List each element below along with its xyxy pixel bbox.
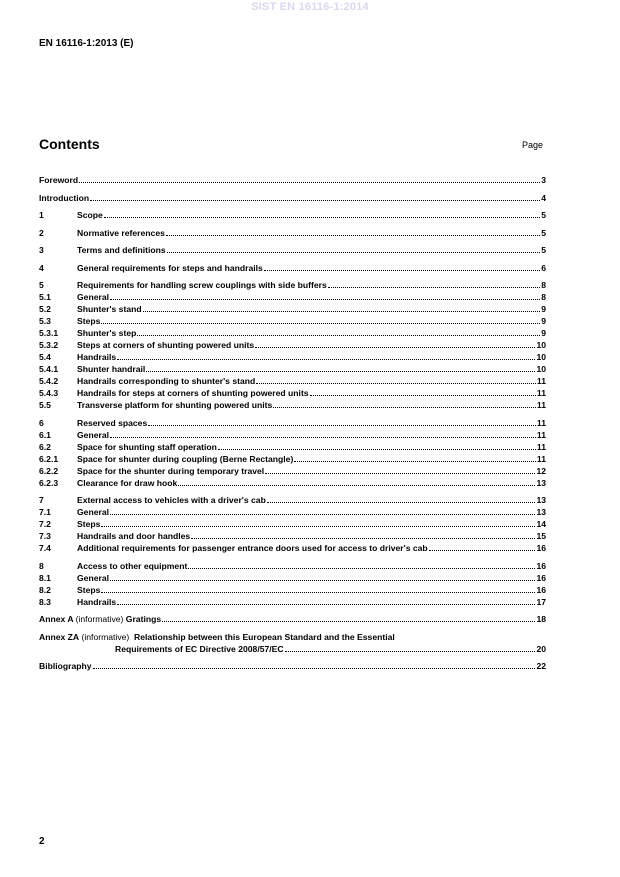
dot-leader	[167, 251, 541, 253]
toc-entry[interactable]	[39, 374, 546, 386]
toc-entry-number: 1	[39, 210, 44, 220]
toc-entry-title: External access to vehicles with a driver's cab	[77, 495, 266, 505]
toc-entry[interactable]	[39, 261, 546, 273]
toc-entry[interactable]	[39, 440, 546, 452]
annex-title: Gratings	[125, 614, 162, 624]
annex-qualifier: (informative)	[81, 631, 130, 642]
toc-entry[interactable]	[39, 302, 546, 314]
toc-entry-page: 9	[541, 316, 546, 326]
toc-entry-number: 5.4.3	[39, 388, 59, 398]
toc-entry-page: 5	[541, 227, 546, 238]
dot-leader	[146, 370, 535, 372]
toc-entry-page: 11	[536, 376, 546, 386]
toc-entry-title: Reserved spaces	[77, 417, 148, 428]
toc-entry-page: 16	[536, 543, 546, 553]
toc-entry-number: 6.2.2	[39, 465, 59, 476]
page-column-label: Page	[522, 140, 544, 150]
dot-leader	[218, 448, 536, 450]
toc-entry-title: General	[77, 429, 110, 440]
toc-entry-annex-a[interactable]	[39, 612, 546, 624]
toc-entry-page: 13	[536, 507, 546, 517]
toc-entry-number: 8.2	[39, 584, 51, 595]
toc-entry-page: 8	[541, 292, 546, 302]
toc-entry-number: 6.2.3	[39, 477, 59, 488]
annex-prefix: Annex A	[39, 614, 74, 624]
toc-entry-title	[39, 614, 161, 624]
toc-entry[interactable]	[39, 208, 546, 220]
toc-entry-page: 16	[536, 560, 546, 571]
dot-leader	[188, 567, 535, 569]
toc-entry-title: Space for shunting staff operation	[77, 441, 217, 452]
toc-entry-number: 8.3	[39, 596, 51, 607]
toc-entry-number: 5.4.1	[39, 364, 59, 374]
footer-page-number: 2	[39, 836, 45, 847]
toc-entry[interactable]	[39, 529, 546, 541]
toc-entry-number: 5.3.2	[39, 340, 59, 350]
dot-leader	[256, 382, 536, 384]
toc-entry-number: 3	[39, 245, 44, 255]
toc-entry[interactable]	[39, 191, 546, 203]
dot-leader	[310, 394, 536, 396]
toc-entry-page: 20	[536, 643, 546, 654]
toc-entry-page: 13	[536, 495, 546, 505]
toc-entry-title: Handrails for steps at corners of shunting powered units	[77, 388, 309, 398]
toc-entry-number: 5.3.1	[39, 328, 59, 338]
toc-entry-page: 15	[536, 531, 546, 541]
toc-entry[interactable]	[39, 476, 546, 488]
toc-entry-title: Space for the shunter during temporary travel	[77, 465, 265, 476]
toc-entry-title: Introduction	[39, 192, 90, 203]
toc-entry-page: 11	[536, 429, 546, 440]
toc-entry-page: 5	[541, 245, 546, 255]
toc-entry-title: Shunter's stand	[77, 304, 142, 314]
toc-entry[interactable]	[39, 571, 546, 583]
toc-entry-number: 7.1	[39, 507, 51, 517]
toc-entry-title: Access to other equipment	[77, 560, 188, 571]
toc-entry[interactable]	[39, 595, 546, 607]
toc-entry[interactable]	[39, 493, 546, 505]
toc-entry-page: 17	[536, 596, 546, 607]
dot-leader	[178, 484, 535, 486]
annex-title-line2: Requirements of EC Directive 2008/57/EC	[115, 643, 284, 654]
toc-entry[interactable]	[39, 505, 546, 517]
toc-entry-page: 9	[541, 304, 546, 314]
toc-entry-page: 11	[536, 417, 546, 428]
toc-entry-page: 3	[541, 175, 546, 185]
toc-entry-title: Handrails and door handles	[77, 531, 191, 541]
dot-leader	[191, 537, 535, 539]
contents-title: Contents	[39, 136, 100, 152]
toc-entry-title: Steps	[77, 519, 101, 529]
toc-entry-page: 4	[541, 192, 546, 203]
toc-entry-page: 10	[536, 352, 546, 362]
toc-entry-title: General	[77, 572, 110, 583]
toc-entry-page: 11	[536, 388, 546, 398]
toc-entry-page: 10	[536, 364, 546, 374]
dot-leader	[265, 472, 535, 474]
dot-leader	[79, 181, 540, 183]
toc-entry-number: 5.2	[39, 304, 51, 314]
toc-entry-page: 18	[536, 614, 546, 624]
toc-entry[interactable]	[39, 338, 546, 350]
toc-entry-annex-za-line1[interactable]	[39, 630, 546, 642]
dot-leader	[264, 269, 540, 271]
toc-entry-page: 8	[541, 280, 546, 290]
toc-entry[interactable]	[39, 226, 546, 238]
toc-entry-number: 7	[39, 495, 44, 505]
dot-leader	[143, 310, 541, 312]
toc-entry-title: Steps	[77, 584, 101, 595]
toc-entries	[39, 173, 546, 607]
toc-entry-title: Additional requirements for passenger entrance doors used for access to driver's cab	[77, 543, 428, 553]
toc-entry-title: Scope	[77, 210, 103, 220]
dot-leader	[137, 334, 540, 336]
toc-entry-number: 5.1	[39, 292, 51, 302]
dot-leader	[162, 620, 535, 622]
toc-entry[interactable]	[39, 326, 546, 338]
toc-entry-title: Requirements for handling screw couplings with side buffers	[77, 280, 327, 290]
dot-leader	[429, 549, 536, 551]
toc-entry[interactable]	[39, 452, 546, 464]
annex-title-line1: Relationship between this European Standard and the Essential	[134, 631, 395, 642]
toc-entry-title: General requirements for steps and handrails	[77, 262, 263, 273]
toc-entry[interactable]	[39, 173, 546, 185]
dot-leader	[117, 358, 535, 360]
toc-entry[interactable]	[39, 314, 546, 326]
dot-leader	[101, 525, 535, 527]
toc-entry[interactable]	[39, 583, 546, 595]
dot-leader	[328, 286, 540, 288]
toc-entry-number: 4	[39, 262, 44, 273]
toc-entry-title: Shunter's step	[77, 328, 137, 338]
toc-entry[interactable]	[39, 541, 546, 553]
toc-entry-page: 11	[536, 441, 546, 452]
toc-entry-number: 6.2	[39, 441, 51, 452]
toc-entry-number: 5	[39, 280, 44, 290]
dot-leader	[148, 424, 536, 426]
toc-entry-page: 11	[536, 453, 546, 464]
toc-entry-page: 11	[536, 400, 546, 410]
dot-leader	[255, 346, 535, 348]
dot-leader	[294, 460, 536, 462]
toc-entry-title: Normative references	[77, 227, 165, 238]
toc-entry-number: 7.4	[39, 543, 51, 553]
dot-leader	[104, 216, 540, 218]
toc-entry[interactable]	[39, 517, 546, 529]
toc-entry[interactable]	[39, 464, 546, 476]
watermark: SIST EN 16116-1:2014	[251, 1, 369, 13]
toc-entry[interactable]	[39, 350, 546, 362]
toc-entry-title: Terms and definitions	[77, 245, 166, 255]
toc-entry[interactable]	[39, 386, 546, 398]
toc-entry-page: 12	[536, 465, 546, 476]
toc-entry-page: 13	[536, 477, 546, 488]
toc-entry-number: 8	[39, 560, 44, 571]
toc-entry-page: 16	[536, 584, 546, 595]
dot-leader	[267, 501, 536, 503]
dot-leader	[117, 603, 535, 605]
toc-entry-title: Space for shunter during coupling (Berne Rectangle)	[77, 453, 294, 464]
toc-entry-title: Bibliography	[39, 661, 92, 671]
toc-entry-title: Handrails	[77, 352, 117, 362]
dot-leader	[285, 650, 536, 652]
toc-entry-number: 5.4.2	[39, 376, 59, 386]
toc-entry-number: 7.3	[39, 531, 51, 541]
toc-entry[interactable]	[39, 243, 546, 255]
toc-entry-title: Handrails	[77, 596, 117, 607]
toc-entry[interactable]	[39, 278, 546, 290]
toc-entry-number: 8.1	[39, 572, 51, 583]
dot-leader	[90, 199, 540, 201]
toc-entry-number: 7.2	[39, 519, 51, 529]
dot-leader	[101, 591, 535, 593]
toc-entry-title: Transverse platform for shunting powered units	[77, 400, 273, 410]
toc-entry-number: 5.3	[39, 316, 51, 326]
toc-entry-number: 6	[39, 417, 44, 428]
toc-entry[interactable]	[39, 362, 546, 374]
dot-leader	[110, 298, 540, 300]
toc-entry-page: 10	[536, 340, 546, 350]
dot-leader	[273, 406, 536, 408]
toc-entry-title: Clearance for draw hook	[77, 477, 178, 488]
annex-prefix: Annex ZA	[39, 631, 80, 642]
toc-entry-title: Steps	[77, 316, 101, 326]
dot-leader	[110, 513, 535, 515]
toc-entry[interactable]	[39, 290, 546, 302]
toc-entry-page: 16	[536, 572, 546, 583]
toc-entry-title: Handrails corresponding to shunter's stand	[77, 376, 256, 386]
toc-entry-bibliography[interactable]	[39, 659, 546, 671]
toc-entry[interactable]	[39, 416, 546, 428]
dot-leader	[110, 579, 535, 581]
toc-entry-page: 6	[541, 262, 546, 273]
toc-entry[interactable]	[39, 398, 546, 410]
toc-entry-number: 2	[39, 227, 44, 238]
toc-entry-title: General	[77, 507, 110, 517]
toc-entry-number: 5.5	[39, 400, 51, 410]
toc-entry-title: General	[77, 292, 110, 302]
toc-entry-number: 5.4	[39, 352, 51, 362]
toc-entry-title: Foreword	[39, 175, 79, 185]
toc-entry-annex-za-line2[interactable]	[39, 642, 546, 654]
toc-entry[interactable]	[39, 559, 546, 571]
toc-entry-page: 14	[536, 519, 546, 529]
toc-entry-number: 6.1	[39, 429, 51, 440]
dot-leader	[93, 667, 536, 669]
toc-entry[interactable]	[39, 428, 546, 440]
document-id: EN 16116-1:2013 (E)	[39, 38, 134, 49]
toc-entry-page: 9	[541, 328, 546, 338]
dot-leader	[101, 322, 540, 324]
dot-leader	[166, 234, 540, 236]
table-of-contents	[39, 173, 546, 671]
toc-entry-page: 22	[536, 661, 546, 671]
toc-entry-title: Shunter handrail	[77, 364, 146, 374]
toc-entry-number: 6.2.1	[39, 453, 59, 464]
annex-qualifier: (informative)	[75, 614, 124, 624]
toc-entry-title: Steps at corners of shunting powered units	[77, 340, 255, 350]
dot-leader	[110, 436, 536, 438]
toc-entry-page: 5	[541, 210, 546, 220]
